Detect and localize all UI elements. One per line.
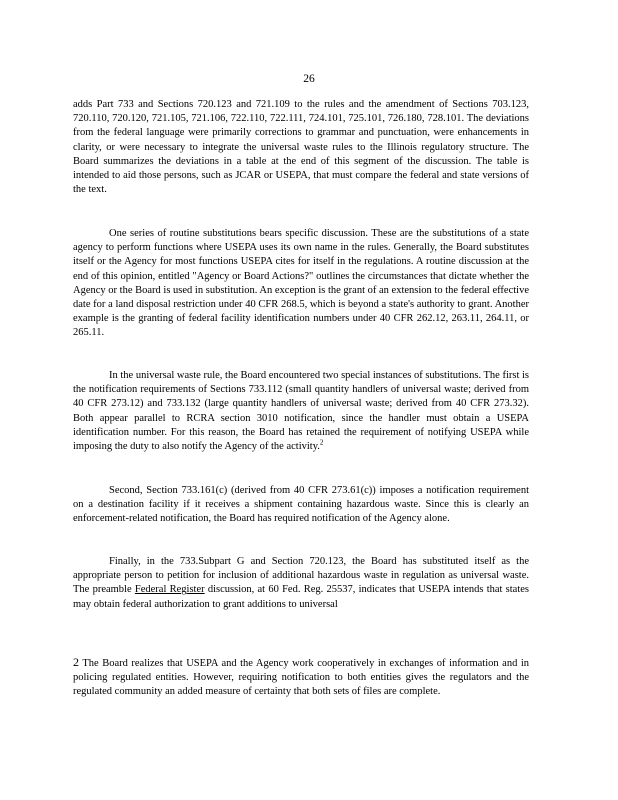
paragraph-3-text: In the universal waste rule, the Board encountered two special instances of substitutions. The first is the notification requirements of Sections 733.112 (small quantity handlers of universal waste; derived from 40 CFR 273.12) and 733.132 (large quantity handlers of universal waste; derived from 40 CFR 273.32). Both appear parallel to RCRA section 3010 notification, since the handler must obtain a USEPA identification number. For this reason, the Board has retained the requirement of notifying USEPA while imposing the duty to also notify the Agency of the activity.: [73, 370, 529, 453]
paragraph-1: [73, 98, 529, 197]
footnote-text: The Board realizes that USEPA and the Agency work cooperatively in exchanges of information and in policing regulated entities. However, requiring notification to both entities gives the regulators and the regulated community an added measure of certainty that both sets of files are complete.: [73, 658, 530, 698]
paragraph-2-text: One series of routine substitutions bears specific discussion. These are the substitutions of a state agency to perform functions where USEPA uses its own name in the rules. Generally, the Board substitutes itself or the Agency for most functions USEPA cites for itself in the regulations. A routine discussion at the end of this opinion, entitled "Agency or Board Actions?" outlines the circumstances that dictate whether the Agency or the Board is used in substitution. An exception is the grant of an extension to the federal effective date for a land disposal restriction under 40 CFR 268.5, which is beyond a state's authority to grant. Another example is the granting of federal facility identification numbers under 40 CFR 262.12, 263.11, 264.11, or 265.11.: [73, 228, 529, 339]
footnote-reference: 2: [319, 438, 324, 447]
paragraph-4-text: Second, Section 733.161(c) (derived from 40 CFR 273.61(c)) imposes a notification requirement on a destination facility if it receives a shipment containing hazardous waste. Since this is clearly an enforcement-related notification, the Board has required notification of the Agency alone.: [73, 485, 529, 525]
federal-register-citation: Federal Register: [134, 584, 205, 596]
paragraph-5-tail: discussion, at 60 Fed. Reg. 25537, indicates that USEPA intends that states may obtain federal authorization to grant additions to universal: [73, 584, 530, 610]
paragraph-4: [73, 484, 529, 527]
paragraph-2: [73, 227, 529, 341]
footnote: [73, 655, 529, 700]
footnote-marker: 2: [73, 655, 79, 669]
paragraph-5-text: Finally, in the 733.Subpart G and Section 720.123, the Board has substituted itself as the appropriate person to petition for inclusion of additional hazardous waste in regulation as universal waste. The preamble: [73, 556, 529, 596]
paragraph-5: [73, 555, 529, 612]
paragraph-3: [73, 369, 529, 454]
page-number: 26: [303, 73, 315, 85]
paragraph-1-text: adds Part 733 and Sections 720.123 and 721.109 to the rules and the amendment of Sections 703.123, 720.110, 720.120, 721.105, 721.106, 722.110, 722.111, 724.101, 725.101, 726.180, 728.101. The deviations from the federal language were primarily corrections to grammar and punctuation, were enhancements in clarity, or were necessary to integrate the universal waste rules to the Illinois regulatory structure. The Board summarizes the deviations in a table at the end of this segment of the discussion. The table is intended to aid those persons, such as JCAR or USEPA, that must compare the federal and state versions of the text.: [73, 99, 529, 196]
